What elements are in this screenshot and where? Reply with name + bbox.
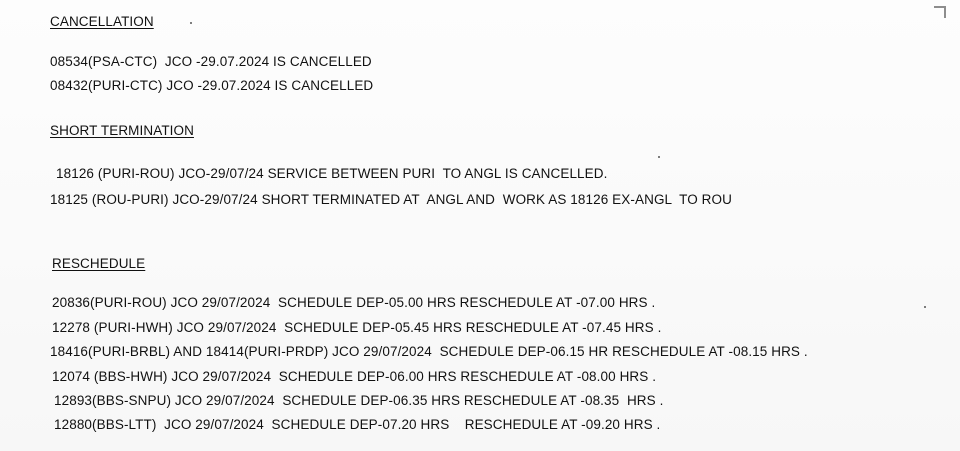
cancellation-line-2: 08432(PURI-CTC) JCO -29.07.2024 IS CANCELLED [50,78,374,93]
scan-speck [924,306,926,308]
scan-speck [190,22,192,24]
scan-speck [658,156,660,158]
reschedule-line-6: 12880(BBS-LTT) JCO 29/07/2024 SCHEDULE DEP-07.20 HRS RESCHEDULE AT -09.20 HRS . [54,417,661,432]
reschedule-line-3: 18416(PURI-BRBL) AND 18414(PURI-PRDP) JCO 29/07/2024 SCHEDULE DEP-06.15 HR RESCHEDULE AT -08.15 HRS . [50,344,808,359]
reschedule-line-1: 20836(PURI-ROU) JCO 29/07/2024 SCHEDULE DEP-05.00 HRS RESCHEDULE AT -07.00 HRS . [52,295,656,310]
short-termination-line-1: 18126 (PURI-ROU) JCO-29/07/24 SERVICE BETWEEN PURI TO ANGL IS CANCELLED. [56,166,608,181]
page-corner-mark [934,6,946,18]
reschedule-line-4: 12074 (BBS-HWH) JCO 29/07/2024 SCHEDULE DEP-06.00 HRS RESCHEDULE AT -08.00 HRS . [52,369,657,384]
reschedule-line-2: 12278 (PURI-HWH) JCO 29/07/2024 SCHEDULE DEP-05.45 HRS RESCHEDULE AT -07.45 HRS . [52,320,662,335]
short-termination-heading: SHORT TERMINATION [50,123,194,138]
short-termination-line-2: 18125 (ROU-PURI) JCO-29/07/24 SHORT TERMINATED AT ANGL AND WORK AS 18126 EX-ANGL TO ROU [50,192,732,207]
reschedule-heading: RESCHEDULE [52,256,146,271]
reschedule-line-5: 12893(BBS-SNPU) JCO 29/07/2024 SCHEDULE DEP-06.35 HRS RESCHEDULE AT -08.35 HRS . [54,393,664,408]
cancellation-heading: CANCELLATION [50,14,154,29]
cancellation-line-1: 08534(PSA-CTC) JCO -29.07.2024 IS CANCELLED [50,54,372,69]
